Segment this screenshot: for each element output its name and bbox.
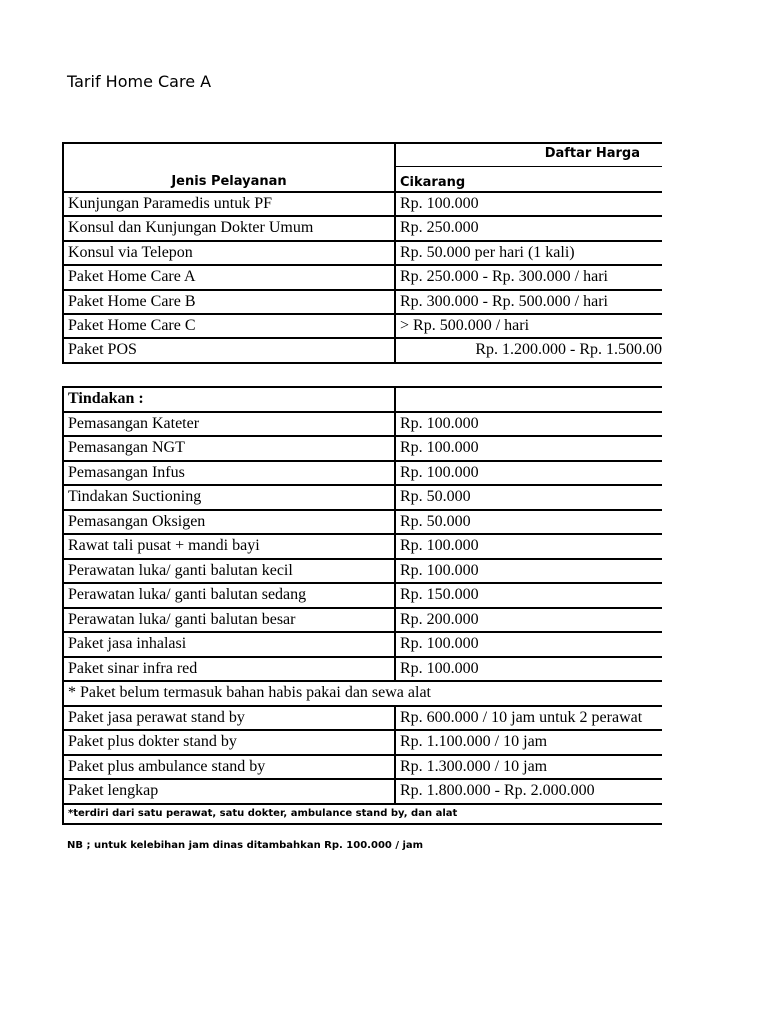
service-price: Rp. 1.100.000 / 10 jam bbox=[394, 731, 662, 754]
table-row bbox=[64, 413, 662, 438]
service-name: Paket plus dokter stand by bbox=[68, 733, 237, 750]
service-name: Konsul dan Kunjungan Dokter Umum bbox=[68, 219, 314, 237]
service-name: Pemasangan Kateter bbox=[68, 414, 200, 432]
header-cikarang: Cikarang bbox=[400, 175, 466, 190]
table-row bbox=[64, 217, 662, 241]
service-price: > Rp. 500.000 / hari bbox=[394, 315, 662, 337]
tindakan-heading: Tindakan : bbox=[68, 390, 144, 407]
service-price: Rp. 100.000 bbox=[394, 193, 662, 215]
header-daftar-harga: Daftar Harga bbox=[544, 146, 640, 161]
package-footnote: *terdiri dari satu perawat, satu dokter, ambulance stand by, dan alat bbox=[68, 807, 458, 819]
service-price: Rp. 150.000 bbox=[394, 584, 662, 607]
service-name: Paket Home Care C bbox=[68, 316, 196, 334]
service-price: Rp. 50.000 bbox=[394, 511, 662, 534]
service-name: Pemasangan NGT bbox=[68, 439, 185, 456]
table-row bbox=[64, 780, 662, 805]
header-jenis-pelayanan: Jenis Pelayanan bbox=[171, 174, 287, 189]
package-note: * Paket belum termasuk bahan habis pakai dan sewa alat bbox=[68, 684, 431, 701]
table-row bbox=[64, 315, 662, 339]
table-row bbox=[64, 756, 662, 781]
service-name: Paket Home Care B bbox=[68, 292, 196, 310]
service-name: Paket POS bbox=[68, 341, 137, 359]
service-name: Paket jasa inhalasi bbox=[68, 635, 187, 652]
service-price: Rp. 250.000 bbox=[394, 217, 662, 239]
table-row bbox=[64, 266, 662, 290]
table-row bbox=[64, 633, 662, 658]
service-price: Rp. 300.000 - Rp. 500.000 / hari bbox=[394, 291, 662, 313]
service-name: Perawatan luka/ ganti balutan besar bbox=[68, 610, 296, 628]
table-row bbox=[64, 242, 662, 266]
table-row bbox=[64, 658, 662, 683]
service-price: Rp. 100.000 bbox=[394, 560, 662, 583]
service-price: Rp. 100.000 bbox=[394, 462, 662, 485]
table-row bbox=[64, 584, 662, 609]
service-price: Rp. 200.000 bbox=[394, 609, 662, 632]
table-row bbox=[64, 486, 662, 511]
table-row bbox=[64, 535, 662, 560]
service-price: Rp. 1.200.000 - Rp. 1.500.00 bbox=[394, 339, 662, 361]
service-price: Rp. 600.000 / 10 jam untuk 2 perawat bbox=[394, 707, 662, 730]
service-name: Pemasangan Infus bbox=[68, 463, 185, 481]
table-header-row bbox=[64, 144, 662, 193]
service-price: Rp. 100.000 bbox=[394, 535, 662, 558]
table-row bbox=[64, 511, 662, 536]
service-name: Kunjungan Paramedis untuk PF bbox=[68, 195, 272, 212]
header-divider bbox=[396, 166, 662, 167]
table-row bbox=[64, 339, 662, 363]
service-price: Rp. 100.000 bbox=[394, 437, 662, 460]
service-name: Tindakan Suctioning bbox=[68, 488, 202, 505]
service-price: Rp. 50.000 per hari (1 kali) bbox=[394, 242, 662, 264]
service-price: Rp. 1.300.000 / 10 jam bbox=[394, 756, 662, 779]
service-name: Paket Home Care A bbox=[68, 268, 196, 286]
table-heading-row bbox=[64, 388, 662, 413]
service-name: Perawatan luka/ ganti balutan kecil bbox=[68, 561, 293, 579]
table-row bbox=[64, 437, 662, 462]
service-price: Rp. 100.000 bbox=[394, 658, 662, 681]
service-name: Perawatan luka/ ganti balutan sedang bbox=[68, 586, 307, 603]
service-price: Rp. 100.000 bbox=[394, 413, 662, 436]
service-name: Paket lengkap bbox=[68, 782, 159, 799]
table-row bbox=[64, 193, 662, 217]
table-row bbox=[64, 560, 662, 585]
table-row bbox=[64, 707, 662, 732]
service-name: Rawat tali pusat + mandi bayi bbox=[68, 537, 260, 554]
service-price: Rp. 100.000 bbox=[394, 633, 662, 656]
table-row bbox=[64, 462, 662, 487]
header-price-column bbox=[394, 144, 662, 191]
nb-note: NB ; untuk kelebihan jam dinas ditambahkan Rp. 100.000 / jam bbox=[67, 840, 424, 851]
service-name: Paket sinar infra red bbox=[68, 659, 198, 677]
service-name: Pemasangan Oksigen bbox=[68, 512, 206, 530]
empty-cell bbox=[394, 388, 662, 411]
service-price: Rp. 250.000 - Rp. 300.000 / hari bbox=[394, 266, 662, 288]
table-row bbox=[64, 291, 662, 315]
table-row bbox=[64, 731, 662, 756]
service-name: Paket jasa perawat stand by bbox=[68, 708, 245, 726]
table-row bbox=[64, 609, 662, 634]
page-title: Tarif Home Care A bbox=[67, 72, 212, 91]
service-name: Paket plus ambulance stand by bbox=[68, 757, 266, 775]
price-table-tindakan bbox=[62, 386, 662, 825]
service-price: Rp. 50.000 bbox=[394, 486, 662, 509]
price-table-services bbox=[62, 142, 662, 364]
note-row bbox=[64, 682, 662, 707]
service-name: Konsul via Telepon bbox=[68, 243, 193, 261]
service-price: Rp. 1.800.000 - Rp. 2.000.000 bbox=[394, 780, 662, 803]
footnote-row bbox=[64, 805, 662, 825]
